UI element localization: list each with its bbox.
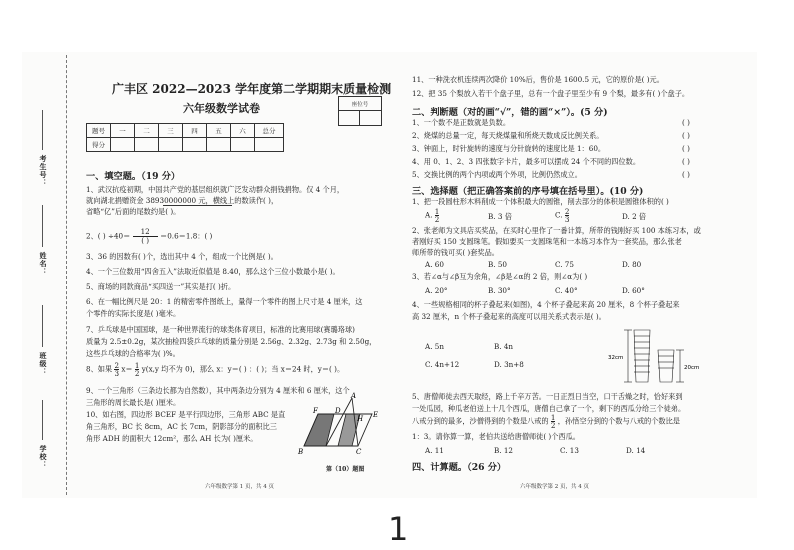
choice-5-line2: 一处瓜园，种瓜老伯送上十几个西瓜，唐僧自己拿了一个，剩下的西瓜分给三个徒弟。 xyxy=(412,404,686,413)
judge-1-answer[interactable]: ( ) xyxy=(682,118,690,127)
choice-5-option-a[interactable]: A. 11 xyxy=(425,446,444,455)
score-row-label: 得分 xyxy=(87,138,111,152)
seat-label: 座位号 xyxy=(339,97,382,111)
q10-line3: 角形 ADH 的面积大 12cm²，那么 AH 长为( )厘米。 xyxy=(86,434,258,443)
choice-3: 3、若∠α与∠β互为余角，∠β是∠α的 2 倍，则∠α为( ) xyxy=(412,272,588,281)
q2-fraction: 12 ( ) xyxy=(133,228,158,245)
short-cup-stack xyxy=(658,350,674,382)
judge-1: 1、一个数不是正数就是负数。 xyxy=(412,118,511,127)
judge-5: 5、交换比例的两个内项或两个外项，比例仍然成立。 xyxy=(412,170,582,179)
cup-label-32cm: 32cm xyxy=(608,355,624,361)
score-table xyxy=(86,123,284,152)
label-c: C xyxy=(356,448,362,456)
section-choice: 三、选择题（把正确答案前的序号填在括号里）。(10 分) xyxy=(412,186,644,197)
exam-title: 广丰区 2022—2023 学年度第二学期期末质量检测 xyxy=(112,82,392,96)
choice-5-option-d[interactable]: D. 14 xyxy=(626,446,646,455)
binding-line xyxy=(66,55,67,495)
label-f: F xyxy=(313,407,318,415)
choice-1-option-d[interactable]: D. 2 倍 xyxy=(622,212,647,221)
score-head: 二 xyxy=(135,124,159,138)
q2: 2、( ) ÷40＝ 12 ( ) ＝0.6＝1.8：( ) xyxy=(86,227,213,245)
q7-line3: 这些乒乓球的合格率为( )%。 xyxy=(86,349,180,358)
q1-underline xyxy=(163,205,232,206)
score-cell[interactable] xyxy=(207,138,231,152)
q7-line1: 7、乒乓球是中国国球，是一种世界流行的球类体育项目，标准的比赛用球(赛璐珞球) xyxy=(86,325,355,334)
score-head: 总分 xyxy=(255,124,284,138)
choice-2-option-a[interactable]: A. 60 xyxy=(425,260,444,269)
choice-4-line1: 4、一些规格相同的杯子叠起来(如图)，4 个杯子叠起来高 20 厘米，8 个杯子叠起来 xyxy=(412,300,680,309)
choice-4-option-b[interactable]: B. 4n xyxy=(494,342,514,351)
shaded-region-left xyxy=(304,414,334,446)
page-number: 1 xyxy=(388,510,409,548)
label-a: A xyxy=(351,392,357,400)
choice-2-line3: 师所带的钱可买( )套奖品。 xyxy=(412,248,499,257)
score-cell[interactable] xyxy=(183,138,207,152)
q10-line2: 角三角形，BC 长 8cm，AC 长 7cm，阴影部分的面积比三 xyxy=(86,422,277,431)
choice-5-option-b[interactable]: B. 12 xyxy=(494,446,513,455)
seat-number-box xyxy=(338,96,382,128)
choice-3-option-d[interactable]: D. 60° xyxy=(622,286,645,295)
score-head: 三 xyxy=(159,124,183,138)
choice-3-option-a[interactable]: A. 20° xyxy=(425,286,448,295)
section-fill-blank: 一、填空题。（19 分） xyxy=(86,171,181,182)
judge-5-answer[interactable]: ( ) xyxy=(682,170,690,179)
label-h: H xyxy=(357,415,364,423)
seat-cell-2[interactable] xyxy=(360,111,382,126)
choice-5-option-c[interactable]: C. 13 xyxy=(560,446,579,455)
q6-line2: 个零件的实际长度是( )毫米。 xyxy=(86,309,181,318)
choice-1-option-b[interactable]: B. 3 倍 xyxy=(488,212,512,221)
score-head: 一 xyxy=(111,124,135,138)
judge-4-answer[interactable]: ( ) xyxy=(682,157,690,166)
left-page-footer: 六年级数学第 1 页，共 4 页 xyxy=(205,484,274,490)
q11: 11、一种洗衣机连续两次降价 10%后，售价是 1600.5 元，它的原价是( )元。 xyxy=(412,75,664,84)
seat-cell-1[interactable] xyxy=(339,111,360,126)
cup-label-20cm: 20cm xyxy=(684,365,700,371)
choice-2-option-d[interactable]: D. 80 xyxy=(622,260,642,269)
binding-label-school: 学校： xyxy=(39,445,48,469)
score-cell[interactable] xyxy=(255,138,284,152)
judge-4: 4、用 0、1、2、3 四张数字卡片，最多可以摆成 24 个不同的四位数。 xyxy=(412,157,641,166)
q1-line1: 1、武汉抗疫初期，中国共产党的基层组织就广泛发动群众捐钱捐物。仅 4 个月， xyxy=(86,185,345,194)
choice-5-line4: 1：3。请你算一算，老伯共送给唐僧师徒( )个西瓜。 xyxy=(412,432,580,441)
choice-4-option-c[interactable]: C. 4n+12 xyxy=(425,360,460,369)
choice-1-option-a[interactable]: A. $\frac{1}{2}$ xyxy=(425,207,440,224)
choice-2-option-c[interactable]: C. 75 xyxy=(555,260,574,269)
q10-figure xyxy=(296,392,380,462)
score-head: 四 xyxy=(183,124,207,138)
choice-1-c-fraction: $\frac{2}{3}$ xyxy=(564,207,570,224)
q8-fraction-2: $\frac{1}{2}$ xyxy=(134,361,140,378)
choice-5-fraction: $\frac{1}{2}$ xyxy=(550,413,556,430)
judge-2: 2、烧煤的总量一定，每天烧煤量和所烧天数成反比例关系。 xyxy=(412,131,604,140)
section-calculation: 四、计算题。（26 分） xyxy=(412,462,507,473)
tall-cup-stack xyxy=(634,330,650,382)
choice-3-option-c[interactable]: C. 40° xyxy=(555,286,578,295)
cups-figure xyxy=(608,326,704,386)
choice-3-option-b[interactable]: B. 30° xyxy=(488,286,511,295)
binding-blank-class xyxy=(42,305,43,347)
score-head: 五 xyxy=(207,124,231,138)
q5: 5、商场的同款商品“买四送一”其实是打( )折。 xyxy=(86,282,236,291)
section-true-false: 二、判断题（对的画“√”，错的画“×”）。(5 分) xyxy=(412,107,608,118)
q12: 12、把 35 个梨放入若干个盘子里，总有一个盘子里至少有 9 个梨，最多有( )个盘子。 xyxy=(412,89,690,98)
exam-subtitle: 六年级数学试卷 xyxy=(183,102,260,115)
binding-blank-school xyxy=(42,400,43,440)
choice-2-line2: 者刚好买 150 支圆珠笔。假如要买一支圆珠笔和一本练习本作为一套奖品，那么张老 xyxy=(412,237,682,246)
label-d: D xyxy=(335,407,341,415)
score-cell[interactable] xyxy=(135,138,159,152)
choice-2-line1: 2、张老师为文具店买奖品，在买时心里作了一番计算，所带的钱刚好买 100 本练习本，或 xyxy=(412,226,701,235)
q1-line3: 省略“亿”后面的尾数约是( )。 xyxy=(86,207,181,216)
binding-blank-name xyxy=(42,205,43,247)
choice-5-line1: 5、唐僧师徒去西天取经，路上千辛万苦。一日正烈日当空，口干舌燥之时，恰好来到 xyxy=(412,392,683,401)
choice-1: 1、把一段圆柱形木料削成一个体积最大的圆锥，削去部分的体积是圆锥体积的( ) xyxy=(412,197,669,206)
q10-line1: 10、如右图，四边形 BCEF 是平行四边形，三角形 ABC 是直 xyxy=(86,410,286,419)
score-cell[interactable] xyxy=(231,138,255,152)
q9-line1: 9、一个三角形（三条边长都为自然数），其中两条边分别为 4 厘米和 6 厘米，这个 xyxy=(86,386,350,395)
q6-line1: 6、在一幅比例尺是 20：1 的精密零件图纸上，量得一个零件的图上尺寸是 4 厘米，这 xyxy=(86,297,363,306)
score-head: 题号 xyxy=(87,124,111,138)
choice-4-option-a[interactable]: A. 5n xyxy=(425,342,444,351)
label-b: B xyxy=(298,448,304,456)
score-head: 六 xyxy=(231,124,255,138)
binding-label-class: 班级： xyxy=(39,352,48,376)
q4: 4、一个三位数用“四舍五入”法取近似值是 8.40，那么这个三位小数最小是( )。 xyxy=(86,267,340,276)
q9-line2: 三角形的周长最长是( )厘米。 xyxy=(86,398,181,407)
q7-line2: 质量为 2.5±0.2g，某次抽检四袋乒乓球的质量分别是 2.56g、2.32g、2.73g 和 2.50g， xyxy=(86,337,377,346)
q8-fraction-1: $\frac{2}{3}$ xyxy=(114,361,120,378)
binding-label-exam-no: 考生号： xyxy=(39,155,48,187)
judge-3: 3、钟面上，时针旋转的速度与分针旋转的速度比是 1：60。 xyxy=(412,144,606,153)
q10-figure-caption: 第（10）题图 xyxy=(326,466,365,473)
judge-2-answer[interactable]: ( ) xyxy=(682,131,690,140)
choice-5-line3: 八戒分到的最多，沙僧得到的个数是八戒的 $\frac{1}{2}$ ，孙悟空分到的个数与八戒的个数比是 xyxy=(412,413,680,430)
choice-1-option-c[interactable]: C. $\frac{2}{3}$ xyxy=(555,207,570,224)
q3: 3、36 的因数有( )个，选出其中 4 个，组成一个比例是( )。 xyxy=(86,252,278,261)
choice-4-line2: 高 32 厘米，n 个杯子叠起来的高度可以用关系式表示是( )。 xyxy=(412,312,606,321)
binding-blank-exam-no xyxy=(42,110,43,150)
score-cell[interactable] xyxy=(159,138,183,152)
choice-4-option-d[interactable]: D. 3n+8 xyxy=(494,360,524,369)
choice-2-option-b[interactable]: B. 50 xyxy=(488,260,507,269)
binding-label-name: 姓名： xyxy=(39,252,48,276)
judge-3-answer[interactable]: ( ) xyxy=(682,144,690,153)
q1-line2: 就向湖北捐赠资金 38930000000 元，横线上的数读作( )， xyxy=(86,196,279,205)
score-cell[interactable] xyxy=(111,138,135,152)
right-page-footer: 六年级数学第 2 页，共 4 页 xyxy=(520,484,589,490)
q8: 8、如果 $\frac{2}{3}$ x＝ $\frac{1}{2}$ y(x,y 均不为 0)，那么 x：y＝( ) ：( )；当 x＝24 时，y＝( )。 xyxy=(86,361,345,378)
choice-1-a-fraction: $\frac{1}{2}$ xyxy=(434,207,440,224)
label-e: E xyxy=(373,411,379,419)
